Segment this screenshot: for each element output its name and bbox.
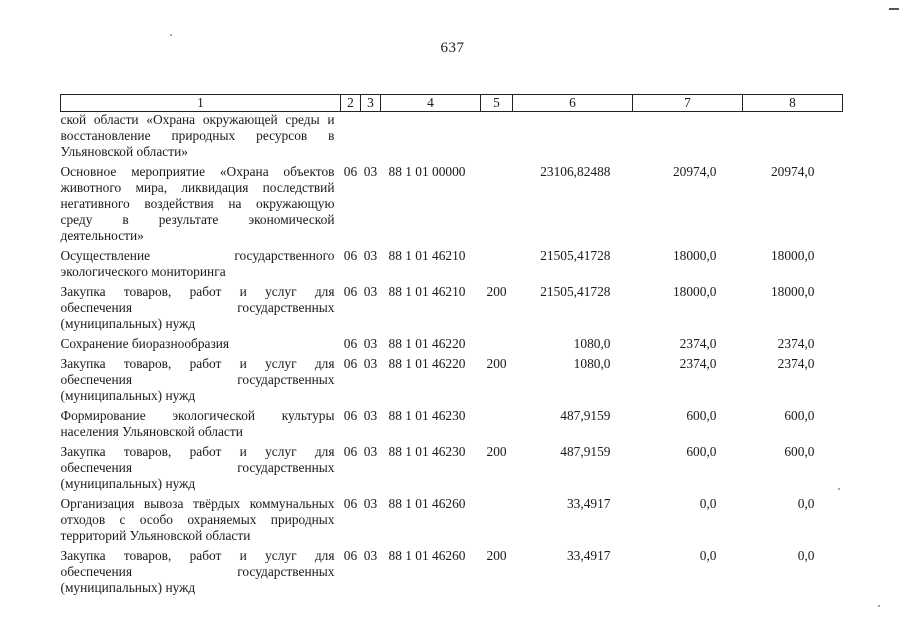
- row-amount-col6: 1080,0: [573, 356, 611, 371]
- row-amount-col7: 600,0: [686, 408, 717, 423]
- column-header: 5: [481, 95, 513, 112]
- row-amount-col8: 20974,0: [770, 164, 815, 179]
- row-subsection: [361, 112, 381, 165]
- table-row: [61, 408, 843, 444]
- row-amount-col8: 0,0: [797, 548, 815, 563]
- row-section: 06: [343, 248, 358, 263]
- row-section: [341, 112, 361, 165]
- row-amount-col8: 2374,0: [777, 356, 815, 371]
- row-name: Закупка товаров, работ и услуг для обеспечения государственных (муниципальных) нужд: [60, 284, 335, 331]
- column-header: 2: [341, 95, 361, 112]
- row-name: Закупка товаров, работ и услуг для обеспечения государственных (муниципальных) нужд: [60, 548, 335, 595]
- table-row: [61, 164, 843, 248]
- row-amount-col7: 600,0: [686, 444, 717, 459]
- row-subsection: 03: [363, 336, 378, 351]
- row-name: Основное мероприятие «Охрана объектов животного мира, ликвидация последствий негативного воздействия на окружающую среду в результате экономической деятельности»: [60, 164, 335, 243]
- row-section: 06: [343, 408, 358, 423]
- row-expense-type: [481, 112, 513, 165]
- row-subsection: 03: [363, 408, 378, 423]
- row-target-article: 88 1 01 00000: [388, 164, 466, 179]
- row-target-article: 88 1 01 46210: [388, 248, 466, 263]
- row-subsection: 03: [363, 284, 378, 299]
- row-amount-col7: 20974,0: [672, 164, 717, 179]
- scan-mark: [889, 8, 899, 10]
- row-amount-col7: [633, 112, 743, 165]
- row-expense-type: 200: [486, 444, 507, 459]
- column-header: 1: [61, 95, 341, 112]
- row-amount-col7: 0,0: [699, 548, 717, 563]
- row-expense-type: 200: [486, 548, 507, 563]
- row-expense-type: 200: [486, 356, 507, 371]
- row-section: 06: [343, 444, 358, 459]
- row-section: 06: [343, 496, 358, 511]
- row-amount-col6: 21505,41728: [540, 248, 611, 263]
- table-row: [61, 248, 843, 284]
- row-amount-col8: 18000,0: [770, 248, 815, 263]
- row-subsection: 03: [363, 164, 378, 179]
- row-subsection: 03: [363, 248, 378, 263]
- column-header: 3: [361, 95, 381, 112]
- row-amount-col8: 18000,0: [770, 284, 815, 299]
- row-amount-col7: 0,0: [699, 496, 717, 511]
- row-amount-col6: 487,9159: [560, 444, 611, 459]
- row-amount-col6: 33,4917: [566, 548, 611, 563]
- row-name: Организация вывоза твёрдых коммунальных отходов с особо охраняемых природных территорий Ульяновской области: [60, 496, 335, 543]
- row-section: 06: [343, 336, 358, 351]
- row-amount-col7: 18000,0: [672, 248, 717, 263]
- column-header: 4: [381, 95, 481, 112]
- page-number: 637: [440, 40, 465, 56]
- table-row: [61, 356, 843, 408]
- row-section: 06: [343, 284, 358, 299]
- row-amount-col7: 18000,0: [672, 284, 717, 299]
- scan-speck: [878, 605, 880, 607]
- row-name: Осуществление государственного экологического мониторинга: [60, 248, 335, 279]
- row-expense-type: [481, 336, 513, 356]
- row-section: 06: [343, 548, 358, 563]
- row-amount-col7: 2374,0: [679, 336, 717, 351]
- row-amount-col6: [513, 112, 633, 165]
- budget-table: [60, 94, 843, 600]
- row-target-article: 88 1 01 46260: [388, 496, 466, 511]
- row-subsection: 03: [363, 548, 378, 563]
- row-name: Закупка товаров, работ и услуг для обеспечения государственных (муниципальных) нужд: [60, 356, 335, 403]
- row-amount-col8: [743, 112, 843, 165]
- row-amount-col6: 487,9159: [560, 408, 611, 423]
- row-expense-type: 200: [486, 284, 507, 299]
- row-expense-type: [481, 248, 513, 284]
- row-amount-col6: 21505,41728: [540, 284, 611, 299]
- row-target-article: 88 1 01 46220: [388, 336, 466, 351]
- row-name: Сохранение биоразнообразия: [60, 336, 230, 351]
- row-expense-type: [481, 164, 513, 248]
- row-name: Закупка товаров, работ и услуг для обеспечения государственных (муниципальных) нужд: [60, 444, 335, 491]
- row-amount-col7: 2374,0: [679, 356, 717, 371]
- row-name: ской области «Охрана окружающей среды и восстановление природных ресурсов в Ульяновской области»: [60, 112, 335, 159]
- row-target-article: 88 1 01 46230: [388, 408, 466, 423]
- row-amount-col6: 33,4917: [566, 496, 611, 511]
- row-amount-col8: 600,0: [784, 444, 815, 459]
- header-row: [61, 95, 843, 112]
- table-row: [61, 444, 843, 496]
- column-header: 6: [513, 95, 633, 112]
- row-amount-col8: 0,0: [797, 496, 815, 511]
- table-row: [61, 336, 843, 356]
- row-target-article: [381, 112, 481, 165]
- row-subsection: 03: [363, 356, 378, 371]
- row-section: 06: [343, 164, 358, 179]
- column-header: 8: [743, 95, 843, 112]
- scan-speck: [838, 488, 840, 490]
- table-row: [61, 496, 843, 548]
- row-target-article: 88 1 01 46210: [388, 284, 466, 299]
- scan-speck: [170, 34, 172, 36]
- row-expense-type: [481, 496, 513, 548]
- row-target-article: 88 1 01 46260: [388, 548, 466, 563]
- row-name: Формирование экологической культуры населения Ульяновской области: [60, 408, 335, 439]
- row-target-article: 88 1 01 46220: [388, 356, 466, 371]
- table-row: [61, 284, 843, 336]
- row-amount-col8: 2374,0: [777, 336, 815, 351]
- table-row: [61, 548, 843, 600]
- table-row: [61, 112, 843, 165]
- row-section: 06: [343, 356, 358, 371]
- row-subsection: 03: [363, 444, 378, 459]
- row-target-article: 88 1 01 46230: [388, 444, 466, 459]
- table-body: [61, 112, 843, 601]
- row-expense-type: [481, 408, 513, 444]
- row-subsection: 03: [363, 496, 378, 511]
- row-amount-col6: 1080,0: [573, 336, 611, 351]
- row-amount-col6: 23106,82488: [540, 164, 611, 179]
- row-amount-col8: 600,0: [784, 408, 815, 423]
- column-header: 7: [633, 95, 743, 112]
